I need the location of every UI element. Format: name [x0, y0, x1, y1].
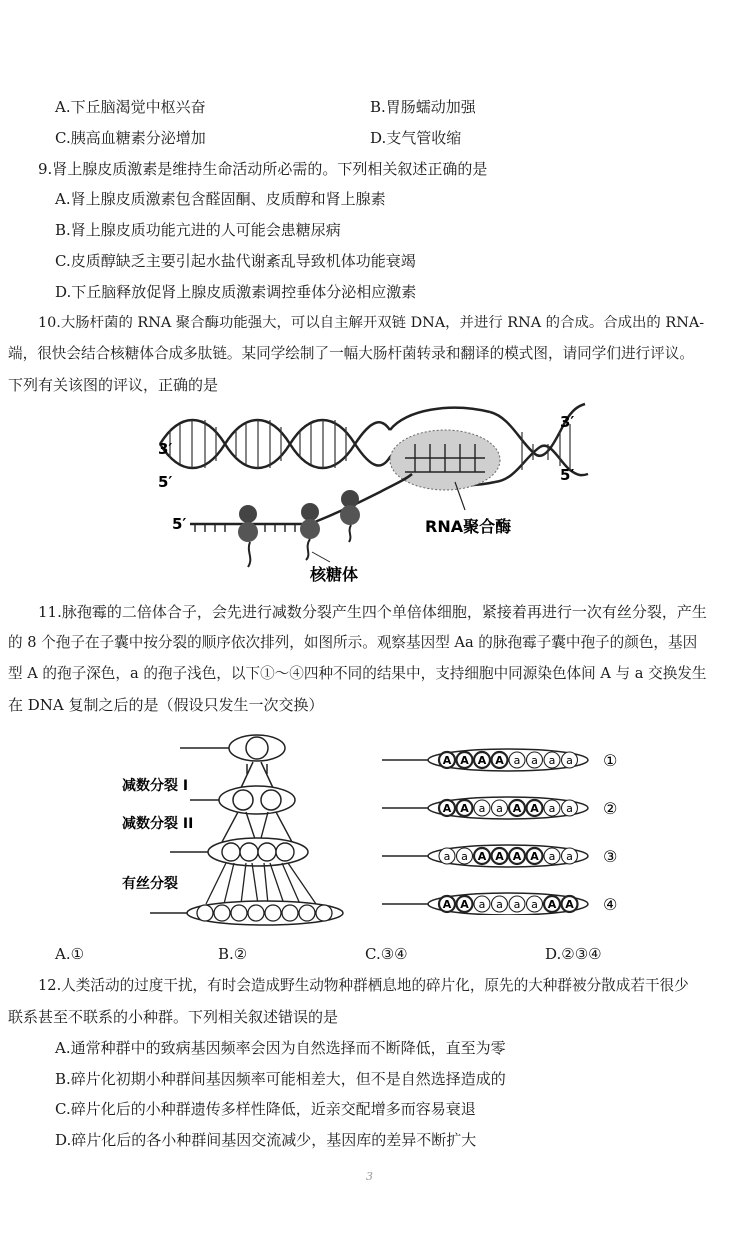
q11-option-a: A.①: [55, 945, 85, 963]
q8-option-b: B.胃肠蠕动加强: [370, 98, 476, 116]
q11-stem-line4: 在 DNA 复制之后的是（假设只发生一次交换）: [8, 696, 324, 714]
ascus-2: [382, 797, 617, 819]
ascus-number: ④: [603, 895, 618, 914]
label-3prime-left: 3′: [158, 440, 173, 458]
label-5prime-right: 5′: [560, 466, 575, 484]
q8-option-a: A.下丘脑渴觉中枢兴奋: [55, 98, 206, 116]
q8-option-c: C.胰高血糖素分泌增加: [55, 129, 206, 147]
q10-stem-line3: 下列有关该图的评议，正确的是: [8, 376, 219, 394]
q12-option-a: A.通常种群中的致病基因频率会因为自然选择而不断降低，直至为零: [55, 1039, 506, 1057]
q11-stem-line2: 的 8 个孢子在子囊中按分裂的顺序依次排列，如图所示。观察基因型 Aa 的脉孢霉子囊中孢子的颜色，基因: [8, 634, 698, 651]
ribosome-3: [340, 490, 360, 542]
asci-results-figure: [380, 745, 640, 915]
spore-genotype-label: a: [531, 754, 538, 767]
q11-option-c: C.③④: [365, 945, 408, 963]
spore-genotype-label: A: [565, 898, 574, 911]
page-number: 3: [366, 1170, 373, 1183]
ascus-4: [382, 893, 617, 915]
label-ribosome: 核糖体: [310, 565, 359, 584]
spore-genotype-label: A: [512, 802, 522, 815]
spore-genotype-label: A: [512, 850, 522, 863]
q11-stem-line3: 型 A 的孢子深色，a 的孢子浅色，以下①～④四种不同的结果中，支持细胞中同源染色体间 A 与 a 交换发生: [8, 665, 707, 682]
q10-stem-line1: 10.大肠杆菌的 RNA 聚合酶功能强大，可以自主解开双链 DNA，并进行 RNA 的合成。合成出的 RNA-: [38, 315, 705, 331]
spore-genotype-label: a: [566, 850, 573, 863]
ascus-number: ③: [603, 847, 618, 866]
ascus-3: [382, 845, 617, 867]
mrna-strand: [190, 474, 412, 524]
label-5prime-left: 5′: [158, 473, 173, 491]
q12-stem-line2: 联系甚至不联系的小种群。下列相关叙述错误的是: [8, 1008, 339, 1026]
spore-genotype-label: A: [460, 802, 469, 815]
spore-genotype-label: A: [495, 850, 504, 863]
spore-genotype-label: A: [495, 754, 504, 767]
q12-option-d: D.碎片化后的各小种群间基因交流减少，基因库的差异不断扩大: [55, 1131, 477, 1149]
spore-genotype-label: a: [548, 754, 556, 767]
spore-genotype-label: A: [547, 898, 557, 911]
spore-genotype-label: a: [496, 802, 503, 815]
ascus-division-figure: [110, 728, 350, 928]
spore-genotype-label: a: [443, 850, 451, 863]
spore-genotype-label: A: [477, 754, 487, 767]
label-rna-polymerase: RNA聚合酶: [425, 517, 512, 536]
spore-genotype-label: a: [496, 898, 503, 911]
q12-option-b: B.碎片化初期小种群间基因频率可能相差大，但不是自然选择造成的: [55, 1070, 506, 1088]
q12-option-c: C.碎片化后的小种群遗传多样性降低，近亲交配增多而容易衰退: [55, 1100, 476, 1118]
spore-genotype-label: a: [548, 850, 556, 863]
spore-genotype-label: A: [460, 754, 469, 767]
spore-genotype-label: a: [566, 802, 573, 815]
label-meiosis-2: 减数分裂 II: [122, 816, 194, 832]
q9-option-d: D.下丘脑释放促肾上腺皮质激素调控垂体分泌相应激素: [55, 283, 417, 301]
spore-genotype-label: a: [461, 850, 468, 863]
ribosome-1: [238, 505, 258, 567]
q11-option-d: D.②③④: [545, 945, 602, 963]
spore-genotype-label: A: [530, 850, 539, 863]
label-meiosis-1: 减数分裂 I: [122, 778, 189, 794]
spore-genotype-label: a: [478, 802, 486, 815]
spore-genotype-label: a: [478, 898, 486, 911]
spore-genotype-label: A: [442, 802, 452, 815]
spore-genotype-label: a: [513, 898, 521, 911]
q11-stem-line1: 11.脉孢霉的二倍体合子，会先进行减数分裂产生四个单倍体细胞，紧接着再进行一次有丝分裂，产生: [38, 603, 707, 621]
q11-option-b: B.②: [218, 945, 248, 963]
q9-option-a: A.肾上腺皮质激素包含醛固酮、皮质醇和肾上腺素: [55, 190, 386, 208]
spore-genotype-label: a: [513, 754, 521, 767]
ribosome-2: [300, 503, 320, 560]
spore-genotype-label: A: [442, 754, 452, 767]
label-3prime-right: 3′: [560, 413, 575, 431]
ascus-number: ①: [603, 751, 618, 770]
q9-option-c: C.皮质醇缺乏主要引起水盐代谢紊乱导致机体功能衰竭: [55, 252, 416, 270]
ascus-number: ②: [603, 799, 618, 818]
q12-stem-line1: 12.人类活动的过度干扰，有时会造成野生动物种群栖息地的碎片化，原先的大种群被分散成若干很少: [38, 977, 689, 994]
spore-genotype-label: a: [566, 754, 573, 767]
q9-option-b: B.肾上腺皮质功能亢进的人可能会患糖尿病: [55, 221, 341, 239]
transcription-translation-figure: [150, 402, 600, 587]
label-mitosis: 有丝分裂: [122, 876, 178, 892]
q8-option-d: D.支气管收缩: [370, 129, 462, 147]
spore-genotype-label: A: [477, 850, 487, 863]
spore-genotype-label: A: [530, 802, 539, 815]
spore-genotype-label: a: [531, 898, 538, 911]
q9-stem: 9.肾上腺皮质激素是维持生命活动所必需的。下列相关叙述正确的是: [38, 160, 488, 178]
spore-genotype-label: A: [460, 898, 469, 911]
spore-genotype-label: A: [442, 898, 452, 911]
label-5prime-mrna: 5′: [172, 515, 187, 533]
q10-stem-line2: 端，很快会结合核糖体合成多肽链。某同学绘制了一幅大肠杆菌转录和翻译的模式图，请同学们进行评议。: [8, 345, 694, 362]
ascus-1: [382, 749, 617, 771]
spore-genotype-label: a: [548, 802, 556, 815]
